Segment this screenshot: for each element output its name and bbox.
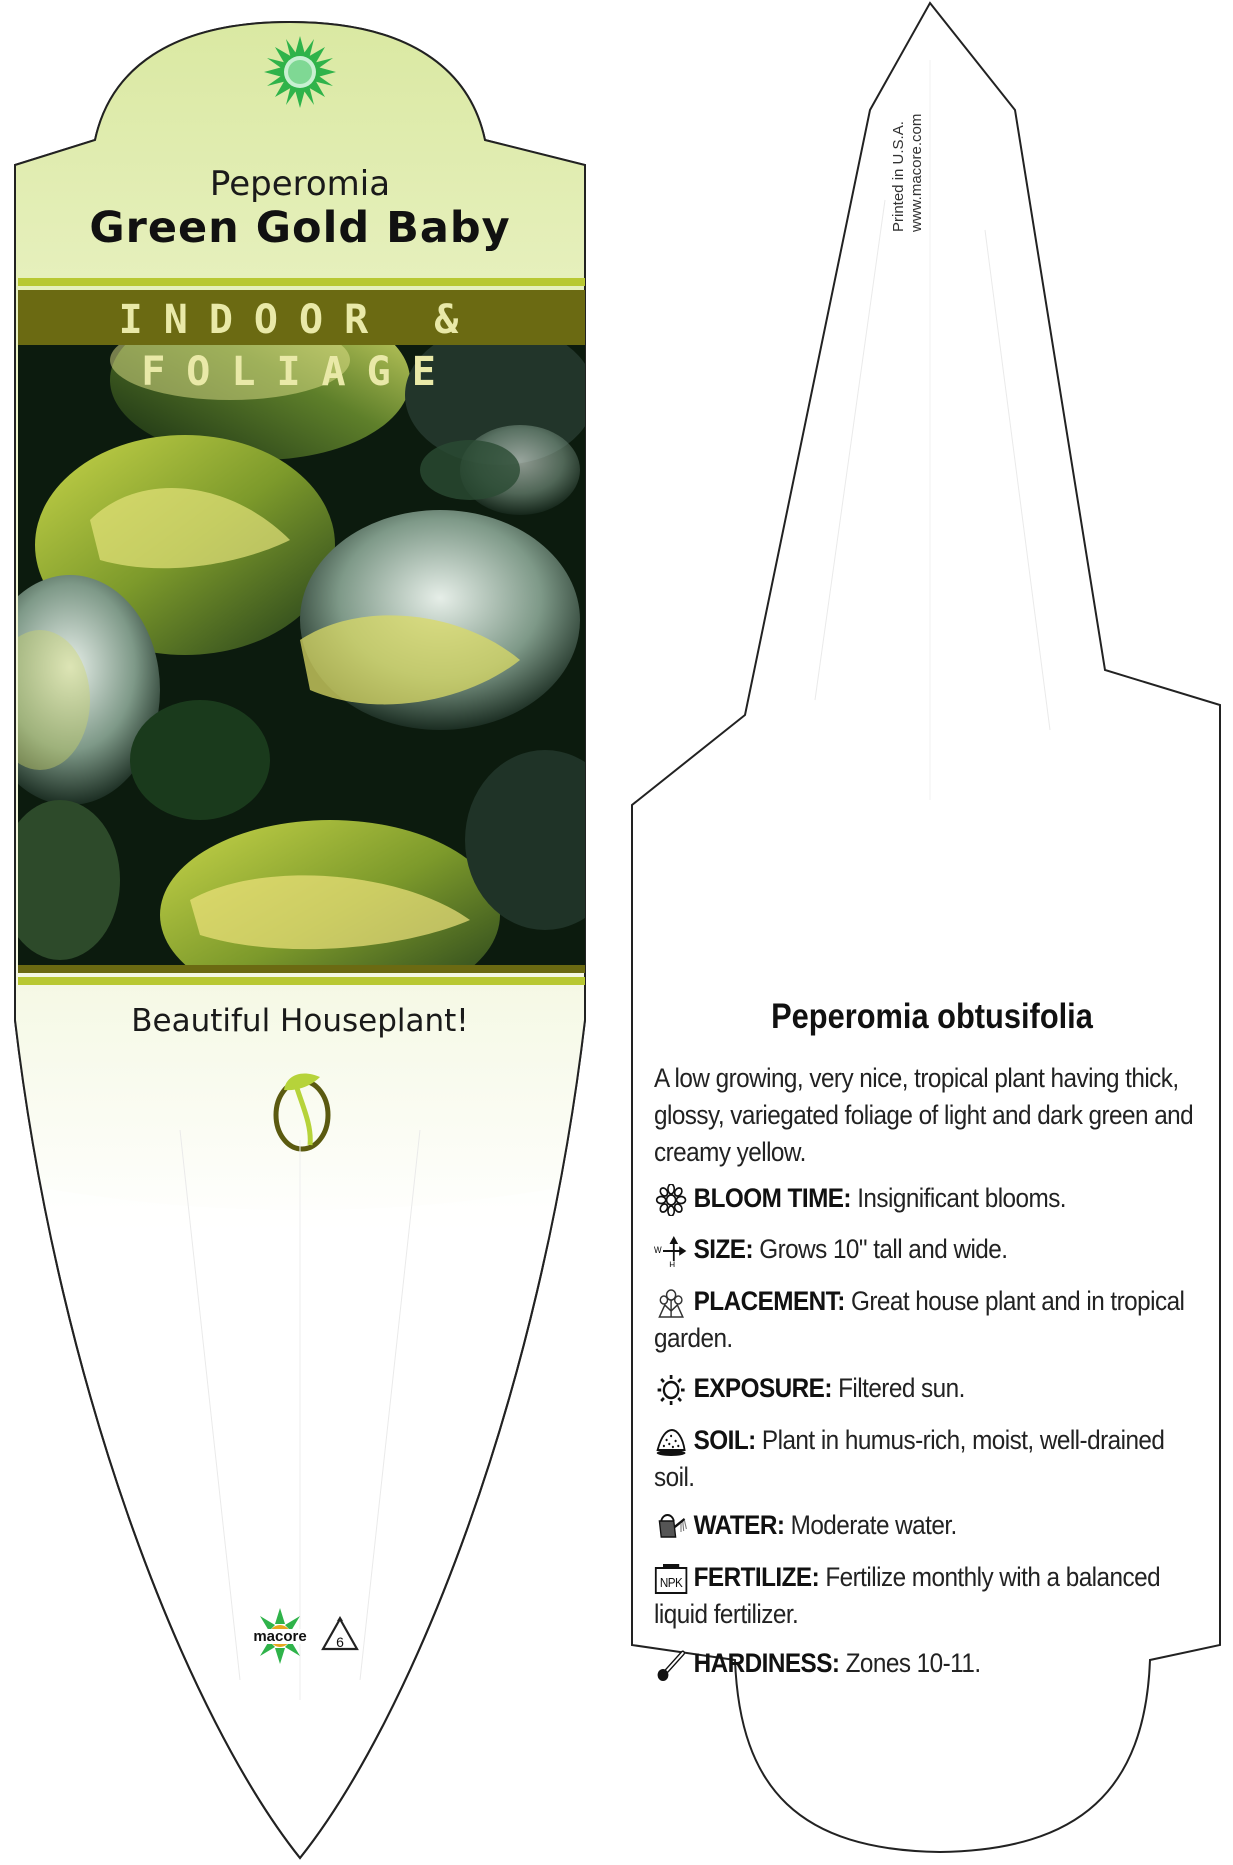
cultivar-name: Green Gold Baby xyxy=(89,203,511,253)
attr-size xyxy=(654,1231,1194,1268)
brand-label: macore xyxy=(253,1628,307,1645)
thermometer-icon xyxy=(654,1649,688,1681)
attr-value: Moderate water. xyxy=(790,1510,957,1540)
attr-value: Fertilize monthly with a balanced xyxy=(825,1562,1161,1592)
description-line: creamy yellow. xyxy=(654,1137,806,1167)
printed-line: Printed in U.S.A. xyxy=(890,121,907,232)
watering-can-icon xyxy=(654,1511,688,1543)
plant-photo xyxy=(0,300,625,1010)
plant-placement-icon xyxy=(654,1287,688,1319)
attr-fertilize xyxy=(654,1559,1194,1633)
attr-value: Insignificant blooms. xyxy=(857,1183,1067,1213)
sun-icon xyxy=(654,1374,688,1406)
attr-exposure xyxy=(654,1370,1194,1407)
attr-label: SIZE: xyxy=(693,1234,754,1264)
attr-value: Filtered sun. xyxy=(838,1373,965,1403)
tagline: Beautiful Houseplant! xyxy=(131,1003,469,1039)
attr-bloom-time xyxy=(654,1180,1194,1217)
attr-label: FERTILIZE: xyxy=(693,1562,820,1592)
attr-value: Great house plant and in tropical xyxy=(851,1286,1185,1316)
attr-label: SOIL: xyxy=(693,1425,756,1455)
common-name: Peperomia xyxy=(209,164,391,204)
svg-text:NPK: NPK xyxy=(659,1575,683,1591)
attr-water xyxy=(654,1507,1194,1544)
attr-value: Grows 10" tall and wide. xyxy=(759,1234,1008,1264)
flower-icon xyxy=(654,1184,688,1216)
description-line: glossy, variegated foliage of light and dark green and xyxy=(654,1100,1194,1130)
svg-text:H: H xyxy=(669,1259,675,1267)
attr-value-cont: soil. xyxy=(654,1462,695,1492)
attr-label: PLACEMENT: xyxy=(693,1286,845,1316)
attr-soil xyxy=(654,1422,1194,1496)
printed-info xyxy=(888,90,928,250)
attr-label: WATER: xyxy=(693,1510,785,1540)
printed-url: www.macore.com xyxy=(908,113,925,232)
attr-value: Plant in humus-rich, moist, well-drained xyxy=(761,1425,1165,1455)
description xyxy=(654,1060,1194,1171)
description-line: A low growing, very nice, tropical plant having thick, xyxy=(654,1063,1179,1093)
attr-value: Zones 10-11. xyxy=(845,1648,981,1678)
soil-icon xyxy=(654,1426,688,1458)
npk-icon xyxy=(654,1563,688,1595)
svg-text:W: W xyxy=(654,1244,662,1255)
attr-label: HARDINESS: xyxy=(693,1648,840,1678)
scientific-name: Peperomia obtusifolia xyxy=(771,997,1093,1036)
attr-hardiness xyxy=(654,1645,1194,1682)
recycle-code: 6 xyxy=(336,1634,344,1650)
attr-placement xyxy=(654,1283,1194,1357)
attr-label: BLOOM TIME: xyxy=(693,1183,851,1213)
category-band: INDOOR & FOLIAGE xyxy=(118,297,480,395)
size-arrows-icon xyxy=(654,1235,688,1267)
attr-value-cont: garden. xyxy=(654,1323,733,1353)
attr-value-cont: liquid fertilizer. xyxy=(654,1599,799,1629)
attr-label: EXPOSURE: xyxy=(693,1373,832,1403)
